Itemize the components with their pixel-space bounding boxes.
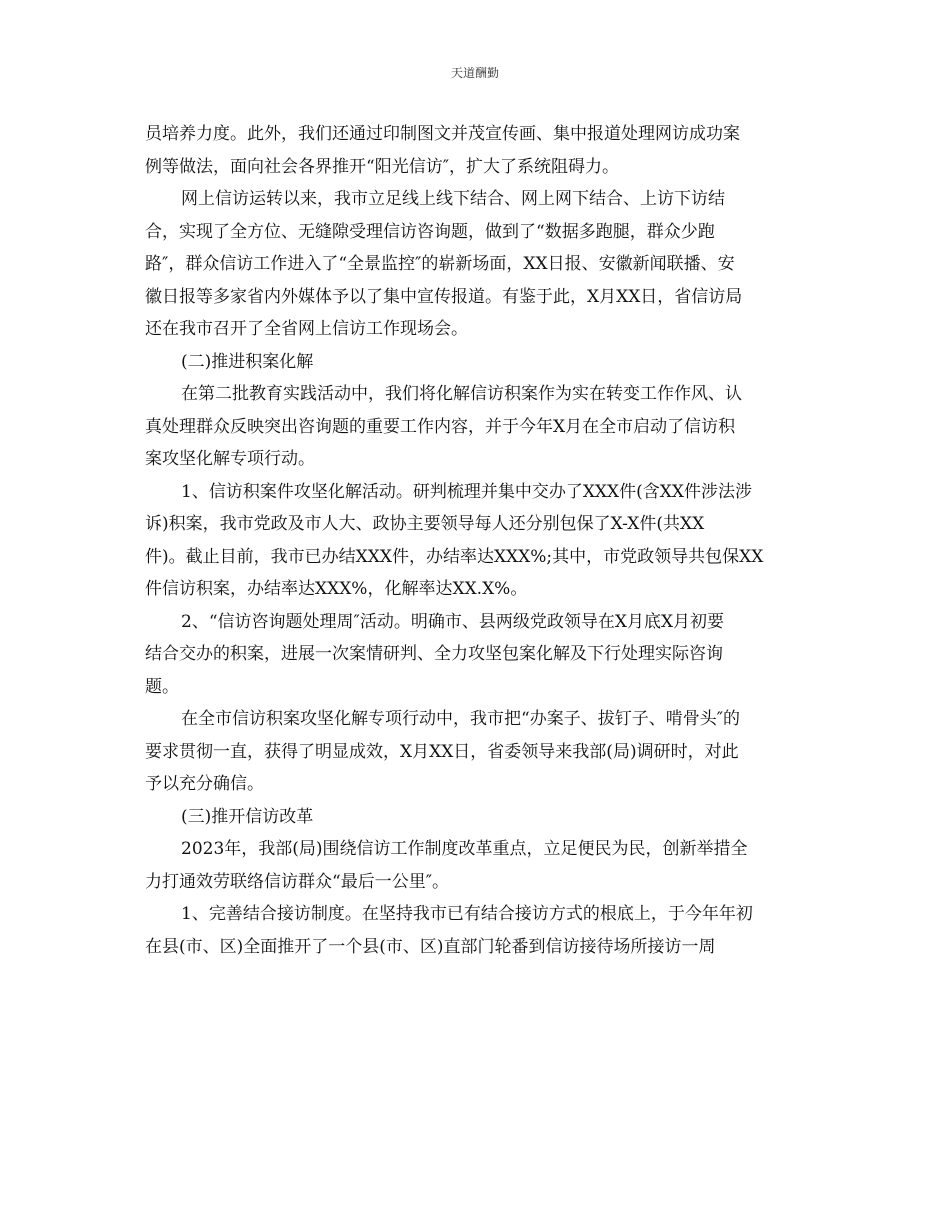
text-line: 合，实现了全方位、无缝隙受理信访咨询题，做到了“数据多跑腿，群众少跑 bbox=[145, 221, 715, 242]
paragraph-start-line: 2、“信访咨询题处理周″活动。明确市、县两级党政领导在X月底X月初要 bbox=[181, 611, 725, 632]
text-line: 在县(市、区)全面推开了一个县(市、区)直部门轮番到信访接待场所接访一周 bbox=[145, 936, 716, 957]
text-line: 员培养力度。此外，我们还通过印制图文并茂宣传画、集中报道处理网访成功案 bbox=[145, 124, 740, 144]
paragraph-start-line: 1、完善结合接访制度。在坚持我市已有结合接访方式的根底上，于今年年初 bbox=[181, 904, 753, 924]
text-line: 路″，群众信访工作进入了“全景监控″的崭新场面，XX日报、安徽新闻联播、安 bbox=[145, 254, 735, 274]
text-line: 还在我市召开了全省网上信访工作现场会。 bbox=[145, 319, 468, 339]
text-line: 结合交办的积案，进展一次案情研判、全力攻坚包案化解及下行处理实际咨询 bbox=[145, 644, 723, 664]
page-header: 天道酬勤 bbox=[450, 66, 499, 80]
document-body bbox=[145, 118, 810, 963]
paragraph-start-line: 2023年，我部(局)围绕信访工作制度改革重点，立足便民为民，创新举措全 bbox=[181, 839, 748, 859]
text-line: 力打通效劳联络信访群众“最后一公里″。 bbox=[145, 871, 450, 892]
text-line: 案攻坚化解专项行动。 bbox=[145, 449, 315, 469]
text-line: 题。 bbox=[145, 676, 179, 697]
text-line: 要求贯彻一直，获得了明显成效，X月XX日，省委领导来我部(局)调研时，对此 bbox=[145, 741, 739, 762]
text-line: 例等做法，面向社会各界推开“阳光信访″，扩大了系统阻碍力。 bbox=[145, 156, 620, 177]
text-line: 诉)积案，我市党政及市人大、政协主要领导每人还分别包保了X-X件(共XX bbox=[145, 514, 705, 534]
text-line: 件信访积案，办结率达XXX%，化解率达XX.X%。 bbox=[145, 579, 528, 599]
section-heading: (三)推开信访改革 bbox=[181, 806, 314, 827]
text-line: 件)。截止目前，我市已办结XXX件，办结率达XXX%;其中，市党政领导共包保XX bbox=[145, 546, 764, 567]
text-line: 真处理群众反映突出咨询题的重要工作内容，并于今年X月在全市启动了信访积 bbox=[145, 416, 736, 437]
paragraph-start-line: 1、信访积案件攻坚化解活动。研判梳理并集中交办了XXX件(含XX件涉法涉 bbox=[181, 481, 752, 502]
text-line: 徽日报等多家省内外媒体予以了集中宣传报道。有鉴于此，X月XX日，省信访局 bbox=[145, 286, 743, 307]
paragraph-start-line: 在全市信访积案攻坚化解专项行动中，我市把“办案子、拔钉子、啃骨头″的 bbox=[181, 709, 741, 729]
section-heading: (二)推进积案化解 bbox=[181, 351, 314, 372]
text-line: 予以充分确信。 bbox=[145, 774, 264, 794]
paragraph-start-line: 在第二批教育实践活动中，我们将化解信访积案作为实在转变工作作风、认 bbox=[181, 384, 742, 404]
paragraph-start-line: 网上信访运转以来，我市立足线上线下结合、网上网下结合、上访下访结 bbox=[181, 189, 725, 209]
